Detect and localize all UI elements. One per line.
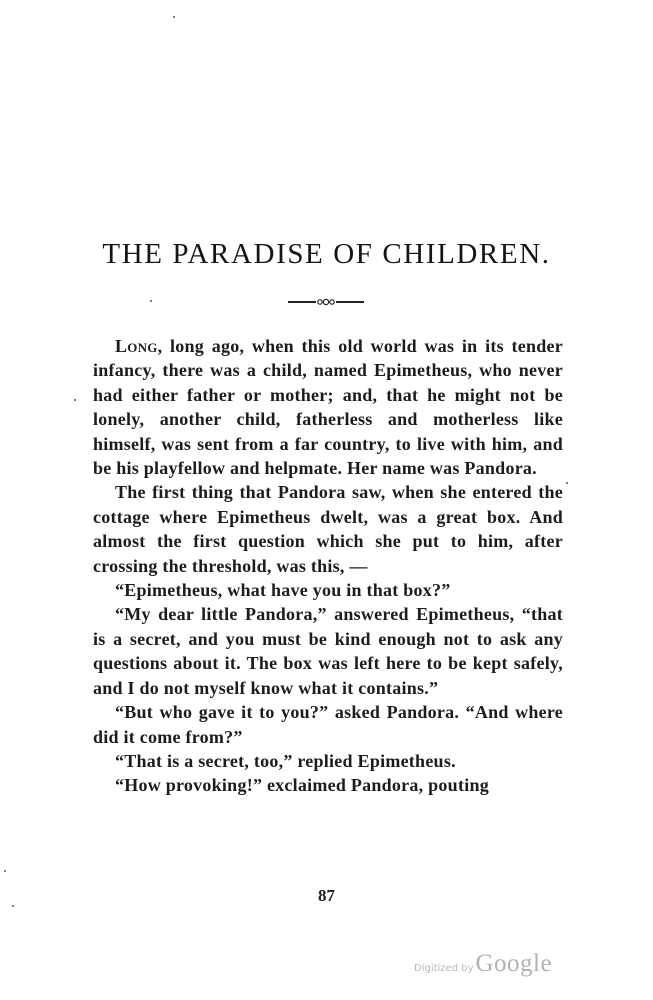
scan-speck — [74, 399, 76, 401]
watermark-brand-logo: Google — [475, 950, 553, 977]
digitized-watermark — [414, 950, 552, 978]
paragraph-4: “My dear little Pandora,” answered Epimetheus, “that is a secret, and you must be kind enough not to ask any questions about it. The box was left here to be kept safely, and I do not myself know what it contains.” — [93, 604, 563, 698]
drop-word: Long, — [115, 336, 163, 356]
title-ornament — [288, 296, 364, 308]
scan-speck — [4, 870, 6, 872]
scan-speck — [173, 16, 175, 18]
scan-speck — [12, 905, 14, 907]
chapter-title: THE PARADISE OF CHILDREN. — [102, 238, 551, 270]
paragraph-2: The first thing that Pandora saw, when she entered the cottage where Epimetheus dwelt, was a great box. And almost the first question which she put to him, after crossing the threshold, was this, — — [93, 482, 563, 576]
chapter-body — [93, 334, 563, 798]
scan-speck — [566, 482, 568, 484]
paragraph-7: “How provoking!” exclaimed Pandora, pouting — [115, 775, 489, 796]
page-number: 87 — [318, 886, 335, 905]
paragraph-1 — [93, 334, 563, 480]
scan-speck — [150, 300, 152, 302]
paragraph-3: “Epimetheus, what have you in that box?” — [115, 580, 451, 601]
paragraph-5: “But who gave it to you?” asked Pandora. “And where did it come from?” — [93, 702, 563, 747]
paragraph-6: “That is a secret, too,” replied Epimetheus. — [115, 750, 456, 771]
paragraph-1-text: long ago, when this old world was in its tender infancy, there was a child, named Epimetheus, who never had either father or mother; and, that he might not be lonely, another child, fatherless and motherless like himself, was sent from a far country, to live with him, and be his playfellow and helpmate. Her name was Pandora. — [93, 336, 563, 479]
watermark-prefix: Digitized by — [414, 963, 474, 974]
